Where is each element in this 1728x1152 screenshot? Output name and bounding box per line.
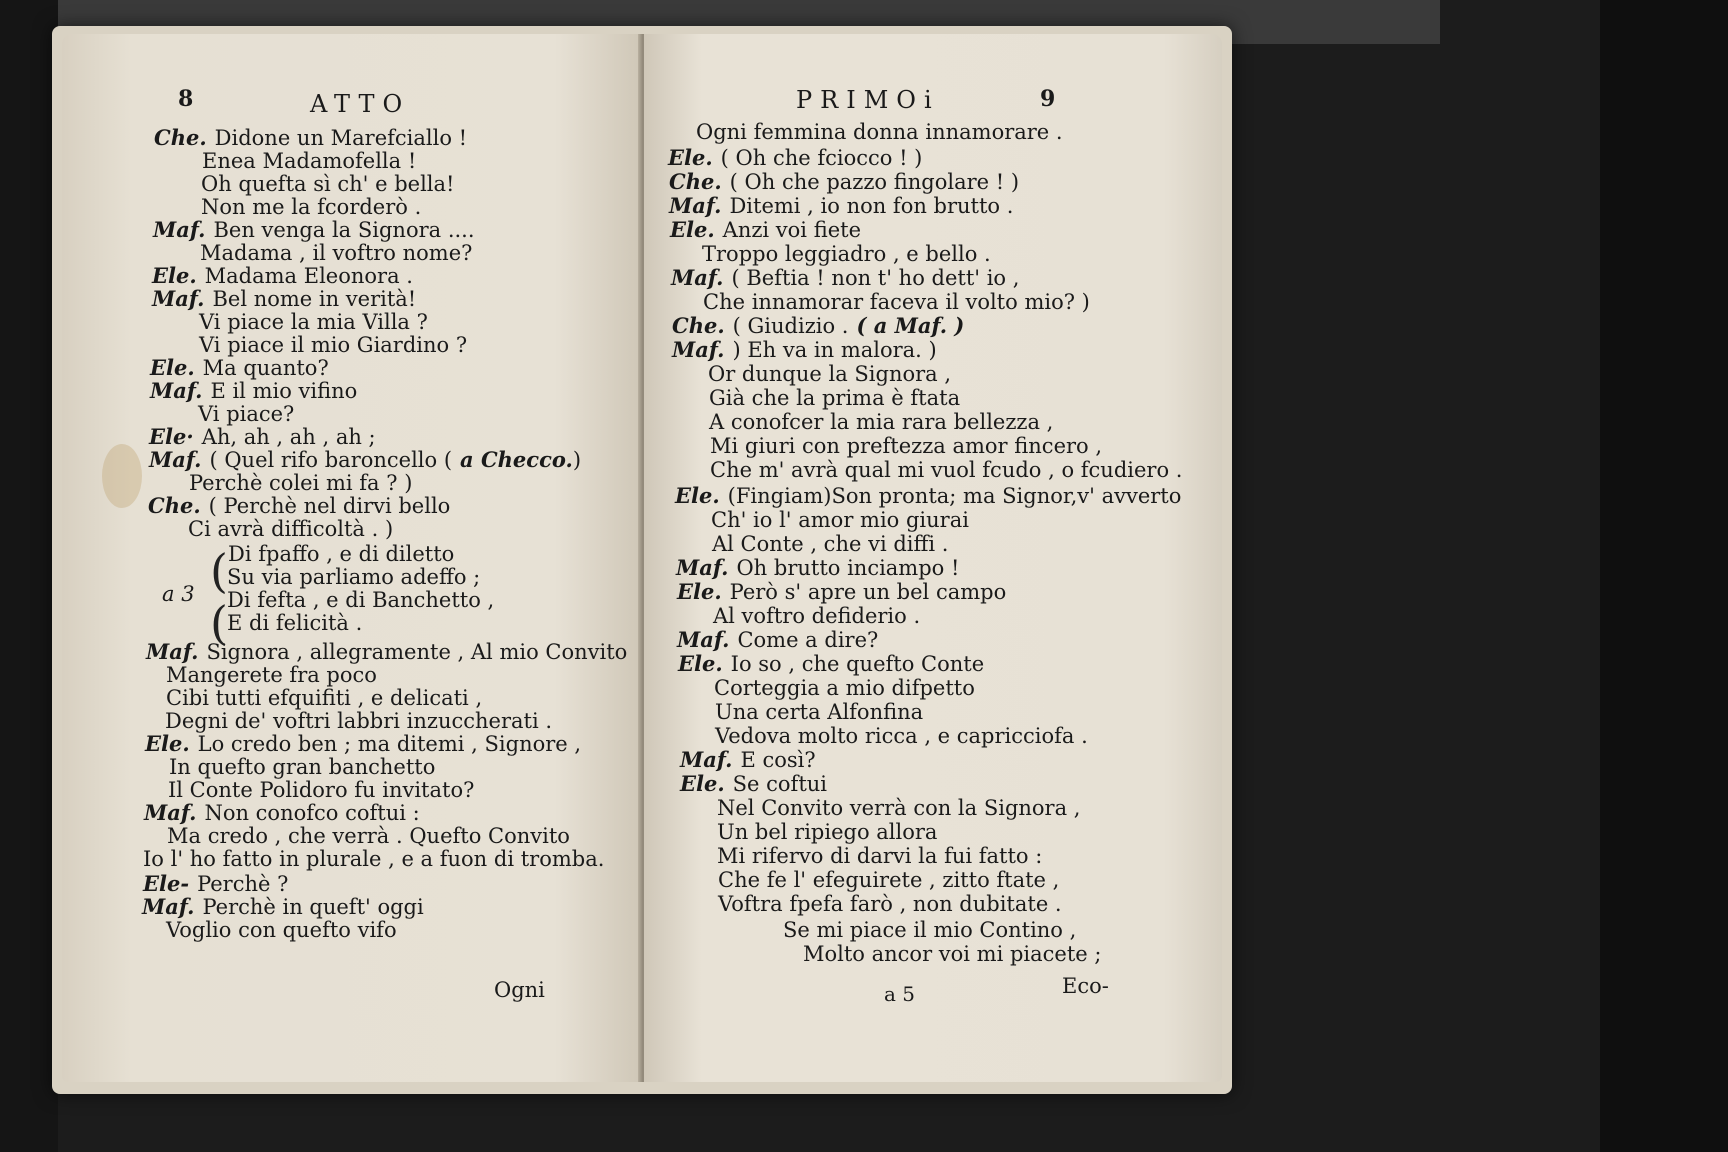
line-text: Io l' ho fatto in plurale , e a fuon di tromba. bbox=[143, 847, 605, 871]
text-line bbox=[708, 362, 951, 386]
line-text: Però s' apre un bel campo bbox=[729, 580, 1007, 604]
speaker-label: Ele. bbox=[677, 579, 722, 604]
text-line bbox=[168, 778, 474, 802]
line-text: Non me la fcorderò . bbox=[201, 195, 422, 219]
text-line bbox=[709, 410, 1053, 434]
speaker-label: Maf. bbox=[142, 894, 195, 919]
line-text: Nel Convito verrà con la Signora , bbox=[717, 796, 1081, 820]
speaker-label: Ele. bbox=[152, 263, 197, 288]
speaker-label: Ele. bbox=[678, 651, 723, 676]
text-line bbox=[169, 755, 435, 779]
text-line bbox=[189, 471, 412, 495]
speaker-label: Maf. bbox=[152, 286, 205, 311]
text-line bbox=[199, 310, 428, 334]
line-text: Perchè ? bbox=[197, 872, 289, 896]
line-text: ( Beftia ! non t' ho dett' io , bbox=[731, 266, 1020, 290]
signature-mark: a 5 bbox=[884, 982, 916, 1006]
text-line bbox=[680, 748, 816, 772]
text-line bbox=[715, 724, 1088, 748]
text-line bbox=[703, 290, 1090, 314]
line-text: ( Oh che pazzo fingolare ! ) bbox=[729, 170, 1020, 194]
line-text: Lo credo ben ; ma ditemi , Signore , bbox=[197, 732, 582, 756]
line-text: Di fpaffo , e di diletto bbox=[228, 542, 455, 566]
text-line bbox=[677, 628, 878, 652]
text-line bbox=[201, 195, 421, 219]
line-text: ) Eh va in malora. ) bbox=[732, 338, 937, 362]
background-left-edge bbox=[0, 0, 58, 1152]
line-text: E il mio vifino bbox=[210, 379, 358, 403]
text-line bbox=[166, 686, 482, 710]
text-line bbox=[710, 458, 1182, 482]
text-line bbox=[227, 565, 480, 589]
text-line bbox=[783, 918, 1076, 942]
text-line bbox=[143, 872, 288, 896]
speaker-label: Ele. bbox=[150, 355, 195, 380]
line-text: Madama , il voftro nome? bbox=[200, 241, 473, 265]
speaker-label: Maf. bbox=[153, 217, 206, 242]
line-text: Molto ancor voi mi piacete ; bbox=[803, 942, 1102, 966]
text-line bbox=[803, 942, 1101, 966]
line-text: (Fingiam)Son pronta; ma Signor,v' avverto bbox=[727, 484, 1182, 508]
line-text: Degni de' voftri labbri inzuccherati . bbox=[165, 709, 553, 733]
stage-direction: a Checco. bbox=[460, 447, 573, 472]
text-line bbox=[148, 494, 450, 518]
line-text: Oh brutto inciampo ! bbox=[736, 556, 960, 580]
right-page bbox=[644, 34, 1222, 1082]
line-text: Io so , che quefto Conte bbox=[730, 652, 985, 676]
text-line bbox=[709, 386, 960, 410]
text-line bbox=[670, 218, 861, 242]
right-catchword: Eco- bbox=[1062, 974, 1109, 998]
text-line bbox=[675, 484, 1181, 508]
speaker-label: Maf. bbox=[146, 639, 199, 664]
line-text: Ogni femmina donna innamorare . bbox=[696, 120, 1063, 144]
speaker-label: Maf. bbox=[669, 193, 722, 218]
line-text: Ma quanto? bbox=[202, 356, 329, 380]
line-text: Mi rifervo di darvi la fui fatto : bbox=[717, 844, 1043, 868]
text-line bbox=[678, 652, 984, 676]
background-right-panel bbox=[1600, 0, 1728, 1152]
text-line bbox=[672, 338, 937, 362]
line-text: Che innamorar faceva il volto mio? ) bbox=[703, 290, 1090, 314]
line-text: Vi piace la mia Villa ? bbox=[199, 310, 428, 334]
text-line bbox=[166, 918, 397, 942]
text-line bbox=[149, 448, 581, 472]
line-text: Troppo leggiadro , e bello . bbox=[702, 242, 991, 266]
text-line bbox=[200, 241, 472, 265]
text-line bbox=[166, 663, 377, 687]
line-text: Al Conte , che vi diffi . bbox=[712, 532, 949, 556]
speaker-label: Ele. bbox=[670, 217, 715, 242]
line-text: Il Conte Polidoro fu invitato? bbox=[168, 778, 475, 802]
speaker-label: Maf. bbox=[144, 800, 197, 825]
line-text: ( Quel rifo baroncello ( bbox=[209, 448, 453, 472]
speaker-label: Maf. bbox=[672, 337, 725, 362]
text-line bbox=[677, 580, 1006, 604]
text-line bbox=[717, 796, 1080, 820]
line-text: Oh quefta sì ch' e bella! bbox=[201, 172, 455, 196]
left-page bbox=[62, 34, 642, 1082]
text-line bbox=[152, 264, 413, 288]
text-line bbox=[167, 824, 570, 848]
line-text: E di felicità . bbox=[227, 611, 363, 635]
line-text: Voglio con quefto vifo bbox=[166, 918, 397, 942]
text-line bbox=[198, 402, 294, 426]
line-text: Una certa Alfonfina bbox=[715, 700, 924, 724]
speaker-label: Che. bbox=[154, 125, 207, 150]
speaker-label: Che. bbox=[669, 169, 722, 194]
text-line bbox=[680, 772, 827, 796]
speaker-label: Che. bbox=[148, 493, 201, 518]
brace-top: ( bbox=[210, 544, 228, 598]
text-line bbox=[150, 356, 329, 380]
text-line bbox=[228, 542, 454, 566]
line-text: Che fe l' efeguirete , zitto ftate , bbox=[718, 868, 1060, 892]
a3-label: a 3 bbox=[162, 582, 195, 606]
left-catchword: Ogni bbox=[494, 978, 545, 1002]
page-stain bbox=[102, 444, 142, 508]
line-text: Di fefta , e di Banchetto , bbox=[227, 588, 495, 612]
text-line bbox=[143, 847, 604, 871]
text-line bbox=[153, 218, 475, 242]
text-line bbox=[202, 149, 416, 173]
line-text: Vedova molto ricca , e capricciofa . bbox=[715, 724, 1088, 748]
line-text: Perchè in queft' oggi bbox=[202, 895, 424, 919]
line-text: Come a dire? bbox=[737, 628, 879, 652]
text-line bbox=[154, 126, 467, 150]
line-text: Se mi piace il mio Contino , bbox=[783, 918, 1077, 942]
speaker-label: Maf. bbox=[671, 265, 724, 290]
text-line bbox=[702, 242, 991, 266]
open-book bbox=[52, 26, 1232, 1094]
text-line bbox=[199, 333, 467, 357]
text-line bbox=[671, 266, 1019, 290]
line-text: Mi giuri con preftezza amor fincero , bbox=[710, 434, 1103, 458]
brace-bottom: ( bbox=[210, 596, 228, 650]
text-line bbox=[717, 844, 1042, 868]
text-line bbox=[672, 314, 964, 338]
right-running-head: PRIMOi bbox=[796, 86, 940, 114]
stage-direction: ( a Maf. ) bbox=[856, 313, 965, 338]
text-line bbox=[150, 379, 357, 403]
line-text: Vi piace? bbox=[198, 402, 295, 426]
text-line bbox=[145, 732, 581, 756]
text-line bbox=[714, 676, 975, 700]
speaker-label: Ele. bbox=[668, 145, 713, 170]
speaker-label: Ele. bbox=[675, 483, 720, 508]
text-line bbox=[227, 611, 362, 635]
line-text: Didone un Marefciallo ! bbox=[214, 126, 468, 150]
line-text: Signora , allegramente , Al mio Convito bbox=[206, 640, 628, 664]
line-text: ( Oh che fciocco ! ) bbox=[720, 146, 923, 170]
text-line bbox=[718, 892, 1062, 916]
text-line bbox=[712, 532, 948, 556]
speaker-label: Maf. bbox=[676, 555, 729, 580]
line-text: ( Perchè nel dirvi bello bbox=[208, 494, 451, 518]
text-line bbox=[668, 146, 922, 170]
line-text: Or dunque la Signora , bbox=[708, 362, 952, 386]
speaker-label: Maf. bbox=[677, 627, 730, 652]
line-text: Se coftui bbox=[732, 772, 828, 796]
line-text: Perchè colei mi fa ? ) bbox=[189, 471, 413, 495]
text-line bbox=[676, 556, 959, 580]
line-text: Corteggia a mio difpetto bbox=[714, 676, 975, 700]
speaker-label: Maf. bbox=[680, 747, 733, 772]
line-text: Vi piace il mio Giardino ? bbox=[199, 333, 468, 357]
text-line bbox=[711, 508, 969, 532]
text-line bbox=[142, 895, 424, 919]
line-text: Bel nome in verità! bbox=[212, 287, 417, 311]
text-line bbox=[715, 700, 923, 724]
text-line bbox=[710, 434, 1102, 458]
line-text: Cibi tutti efquifiti , e delicati , bbox=[166, 686, 483, 710]
text-line bbox=[669, 194, 1013, 218]
text-line bbox=[713, 604, 920, 628]
line-text: Ben venga la Signora .... bbox=[213, 218, 475, 242]
text-line bbox=[696, 120, 1063, 144]
right-page-number: 9 bbox=[1040, 86, 1056, 112]
line-text: Già che la prima è ftata bbox=[709, 386, 961, 410]
line-text: Madama Eleonora . bbox=[204, 264, 413, 288]
line-text: Ch' io l' amor mio giurai bbox=[711, 508, 969, 532]
line-text: ( Giudizio . bbox=[732, 314, 849, 338]
speaker-label: Maf. bbox=[150, 378, 203, 403]
line-text: Ah, ah , ah , ah ; bbox=[201, 425, 376, 449]
speaker-label: Ele. bbox=[680, 771, 725, 796]
text-line bbox=[669, 170, 1019, 194]
line-text: E così? bbox=[740, 748, 816, 772]
closing-paren: ) bbox=[572, 448, 582, 472]
line-text: Voftra fpefa farò , non dubitate . bbox=[718, 892, 1062, 916]
speaker-label: Che. bbox=[672, 313, 725, 338]
line-text: Su via parliamo adeffo ; bbox=[227, 565, 481, 589]
text-line bbox=[165, 709, 552, 733]
line-text: Al voftro defiderio . bbox=[713, 604, 921, 628]
line-text: Ci avrà difficoltà . ) bbox=[188, 517, 394, 541]
text-line bbox=[144, 801, 420, 825]
text-line bbox=[152, 287, 416, 311]
left-running-head: ATTO bbox=[310, 90, 411, 118]
line-text: Enea Madamofella ! bbox=[202, 149, 417, 173]
line-text: Non conofco coftui : bbox=[204, 801, 420, 825]
text-line bbox=[149, 425, 376, 449]
text-line bbox=[188, 517, 393, 541]
line-text: Ditemi , io non fon brutto . bbox=[729, 194, 1014, 218]
speaker-label: Maf. bbox=[149, 447, 202, 472]
line-text: In quefto gran banchetto bbox=[169, 755, 436, 779]
text-line bbox=[718, 868, 1059, 892]
speaker-label: Ele· bbox=[149, 424, 194, 449]
speaker-label: Ele. bbox=[145, 731, 190, 756]
line-text: Un bel ripiego allora bbox=[717, 820, 938, 844]
text-line bbox=[227, 588, 494, 612]
line-text: Anzi voi fiete bbox=[722, 218, 862, 242]
left-page-number: 8 bbox=[178, 86, 194, 112]
line-text: Mangerete fra poco bbox=[166, 663, 377, 687]
line-text: Che m' avrà qual mi vuol fcudo , o fcudiero . bbox=[710, 458, 1183, 482]
text-line bbox=[201, 172, 455, 196]
line-text: A conofcer la mia rara bellezza , bbox=[709, 410, 1054, 434]
line-text: Ma credo , che verrà . Quefto Convito bbox=[167, 824, 570, 848]
text-line bbox=[717, 820, 937, 844]
speaker-label: Ele- bbox=[143, 871, 190, 896]
